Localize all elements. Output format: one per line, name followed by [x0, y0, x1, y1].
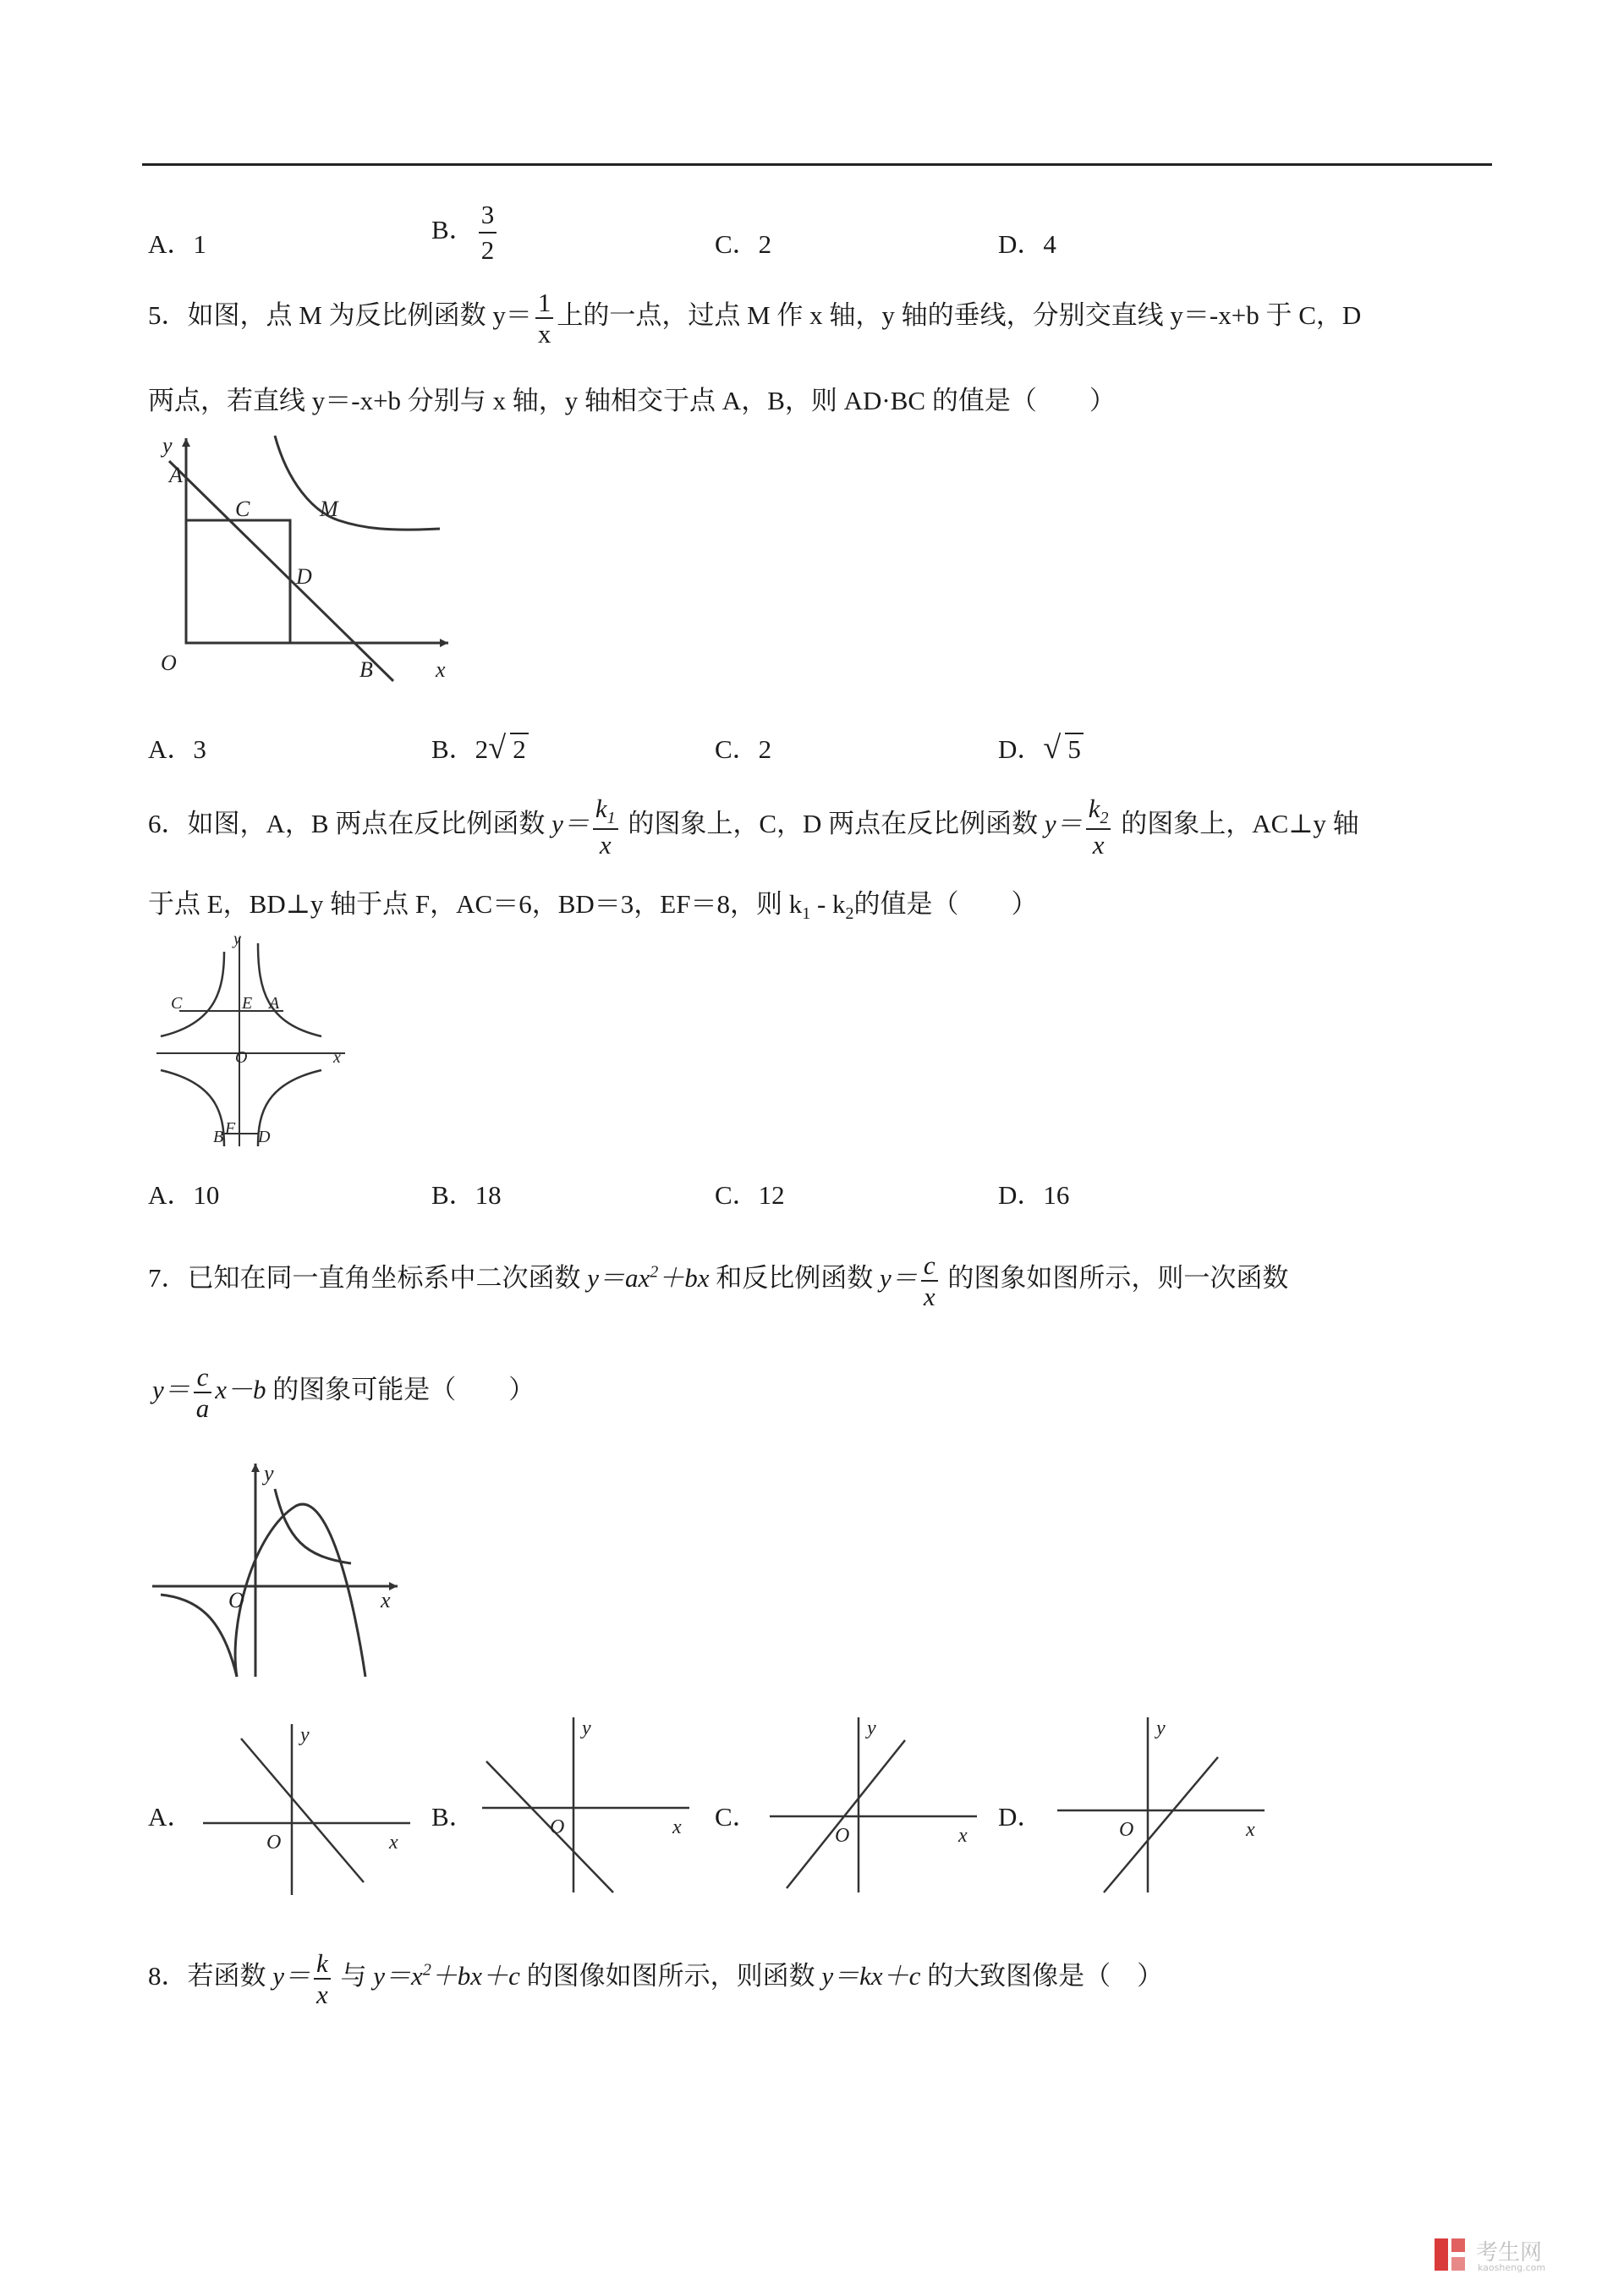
q7-text-c: 的图象如图所示，则一次函数: [947, 1263, 1289, 1294]
q5-label-b: B: [359, 657, 373, 682]
q6-figure: [152, 931, 355, 1151]
q6-option-c[interactable]: C．12: [715, 1180, 785, 1210]
line-a: [241, 1738, 364, 1882]
label-o: O: [1119, 1819, 1134, 1841]
q6-text-c: 的图象上，AC⊥y 轴: [1121, 809, 1359, 839]
q6-option-a[interactable]: A．10: [148, 1180, 220, 1210]
q6-f2-den: x: [1092, 830, 1105, 860]
q7-l2-den: a: [195, 1393, 210, 1423]
q8-f-den: x: [316, 1980, 328, 2009]
q6-label-d: D: [258, 1128, 271, 1146]
q8-question: [148, 1950, 1163, 2008]
label-o: O: [266, 1832, 282, 1854]
q6-l2-mid: - k: [810, 889, 846, 919]
q5-label-y: y: [162, 433, 173, 458]
q5-option-d-label: D．: [998, 734, 1044, 764]
q5-question-line1: [148, 289, 1361, 347]
q4-option-c[interactable]: C．2: [715, 229, 772, 259]
q7-option-c-graph[interactable]: [765, 1711, 981, 1901]
q4-b-denominator: 2: [480, 235, 495, 265]
q7-rf-den: x: [923, 1282, 935, 1311]
q5-option-a[interactable]: A．3: [148, 734, 206, 764]
q8-text-pre: 8．若函数: [148, 1961, 266, 1991]
q7-y-arrow: [251, 1464, 260, 1472]
q8-quad-b: ＋bx＋c: [431, 1961, 520, 1991]
q8-quad-a: y＝x: [373, 1961, 423, 1991]
line-c: [787, 1740, 905, 1888]
q7-text-b: 和反比例函数: [716, 1263, 874, 1294]
q7-rf-lhs: y＝: [880, 1263, 918, 1294]
header-rule: [142, 163, 1492, 166]
q7-option-d[interactable]: D．: [998, 1802, 1044, 1832]
q7-label-o: O: [228, 1588, 244, 1612]
q6-f1-den: x: [599, 830, 612, 860]
q7-option-b-graph[interactable]: [478, 1711, 694, 1901]
q6-l2-sub1: 1: [802, 904, 811, 924]
q4-option-a[interactable]: A．1: [148, 229, 206, 259]
q8-f-lhs: y＝: [272, 1961, 311, 1991]
q6-f2-num: k: [1088, 794, 1100, 823]
q6-label-x: x: [333, 1048, 341, 1067]
q6-label-y: y: [233, 931, 241, 948]
q5-option-c[interactable]: C．2: [715, 734, 772, 764]
label-y: y: [300, 1724, 310, 1746]
q6-l2-end: 的值是（ ）: [853, 889, 1038, 919]
q7-option-a-graph[interactable]: [199, 1717, 414, 1899]
q7-question-line2: [152, 1364, 535, 1421]
q7-figure: [144, 1455, 406, 1684]
q4-option-b-label: B．: [431, 215, 475, 245]
q7-option-d-graph[interactable]: [1053, 1711, 1269, 1901]
q8-text-mid2: 的图像如图所示，则函数: [526, 1961, 815, 1991]
q8-text-end: 的大致图像是（ ）: [927, 1961, 1164, 1991]
q6-f1-lhs: y＝: [551, 809, 590, 839]
q6-f2-lhs: y＝: [1044, 809, 1083, 839]
q5-question-line2: 两点，若直线 y＝-x+b 分别与 x 轴，y 轴相交于点 A，B，则 AD·BC 的值是（ ）: [148, 386, 1116, 415]
q7-l2-lhs: y＝: [152, 1375, 190, 1405]
q5-hyperbola: [275, 436, 440, 530]
q5-figure: [144, 431, 457, 685]
watermark-logo-icon: [1429, 2233, 1472, 2276]
q7-quad-lhs: y＝ax: [587, 1263, 650, 1294]
q5-label-o: O: [161, 651, 177, 675]
q6-label-f: F: [225, 1119, 236, 1138]
q6-option-d[interactable]: D．16: [998, 1180, 1070, 1210]
q8-linear: y＝kx＋c: [821, 1961, 921, 1991]
label-o: O: [550, 1816, 565, 1838]
watermark-subtext: kaosheng.com: [1478, 2262, 1546, 2273]
sqrt-icon: √: [488, 730, 507, 766]
label-x: x: [958, 1825, 968, 1847]
q6-label-a: A: [269, 994, 280, 1013]
label-x: x: [389, 1832, 398, 1854]
q6-text-b: 的图象上，C，D 两点在反比例函数: [628, 809, 1039, 839]
q5-option-b[interactable]: [431, 728, 529, 766]
q7-l2-rest: x－b: [215, 1375, 266, 1405]
q4-b-numerator: 3: [479, 200, 497, 233]
q7-quad-sup: 2: [650, 1262, 659, 1282]
q7-hyperbola-q1: [275, 1489, 351, 1563]
q4-option-d[interactable]: D．4: [998, 229, 1056, 259]
q7-l2-end: 的图象可能是（ ）: [272, 1375, 535, 1405]
q5-rectangle: [186, 520, 290, 643]
sqrt-icon: √: [1043, 730, 1062, 766]
q7-text-a: 7．已知在同一直角坐标系中二次函数: [148, 1263, 581, 1294]
q6-label-o: O: [235, 1048, 248, 1067]
q6-label-e: E: [242, 994, 253, 1013]
q5-label-d: D: [296, 564, 312, 589]
watermark: [1429, 2233, 1590, 2276]
q7-quad-rest: ＋bx: [658, 1263, 710, 1294]
q5-x-arrow: [440, 639, 448, 647]
q6-option-b[interactable]: B．18: [431, 1180, 502, 1210]
q7-option-a[interactable]: A．: [148, 1802, 194, 1832]
q7-quadratic: [587, 1263, 709, 1293]
q5-label-x: x: [436, 657, 446, 682]
q7-l2-num: c: [194, 1364, 212, 1393]
label-x: x: [672, 1816, 682, 1838]
q7-label-x: x: [381, 1588, 391, 1612]
q7-hyperbola-q3: [161, 1595, 237, 1677]
q5-frac-den: x: [537, 319, 551, 349]
q5-option-d[interactable]: [998, 728, 1084, 766]
label-y: y: [582, 1717, 591, 1739]
label-x: x: [1246, 1819, 1255, 1841]
label-y: y: [1156, 1717, 1166, 1739]
label-y: y: [867, 1717, 876, 1739]
q5-text-b: 上的一点，过点 M 作 x 轴，y 轴的垂线，分别交直线 y＝-x+b 于 C，D: [557, 300, 1362, 331]
q6-text-a: 6．如图，A，B 两点在反比例函数: [148, 809, 546, 839]
q5-y-arrow: [182, 438, 190, 447]
q8-quadratic: [373, 1961, 520, 1991]
q7-rf-num: c: [921, 1252, 938, 1282]
q7-label-y: y: [264, 1461, 274, 1486]
q7-question-line1: [148, 1252, 1288, 1310]
q5-label-c: C: [235, 497, 250, 521]
q5-frac-num: 1: [535, 289, 554, 319]
q6-f1-sub: 1: [606, 809, 616, 828]
q5-label-a: A: [169, 463, 183, 487]
q6-label-b: B: [213, 1128, 224, 1146]
q7-option-c[interactable]: C．: [715, 1802, 759, 1832]
q8-quad-sup: 2: [422, 1960, 431, 1980]
q6-l2-text: 于点 E，BD⊥y 轴于点 F，AC＝6，BD＝3，EF＝8，则 k: [148, 889, 803, 919]
q5-d-radicand: 5: [1065, 733, 1084, 765]
q5-option-b-label: B．2: [431, 734, 489, 764]
q5-label-m: M: [320, 497, 338, 521]
q6-f2-sub: 2: [1100, 809, 1109, 828]
q8-f-num: k: [314, 1950, 331, 1980]
q6-question-line1: [148, 795, 1359, 858]
q7-option-b[interactable]: B．: [431, 1802, 475, 1832]
q6-curve-a: [258, 943, 321, 1036]
label-o: O: [835, 1825, 850, 1847]
q6-f1-num: k: [595, 794, 607, 823]
q5-text-a: 5．如图，点 M 为反比例函数 y＝: [148, 300, 532, 331]
q5-b-radicand: 2: [510, 733, 529, 765]
watermark-text: 考生网: [1476, 2240, 1543, 2266]
q8-text-mid1: 与: [340, 1961, 367, 1991]
q6-question-line2: [148, 891, 1038, 922]
q4-option-b[interactable]: [431, 200, 500, 266]
q6-label-c: C: [171, 994, 183, 1013]
q5-line-ab: [169, 461, 393, 681]
q6-l2-sub2: 2: [845, 904, 854, 924]
